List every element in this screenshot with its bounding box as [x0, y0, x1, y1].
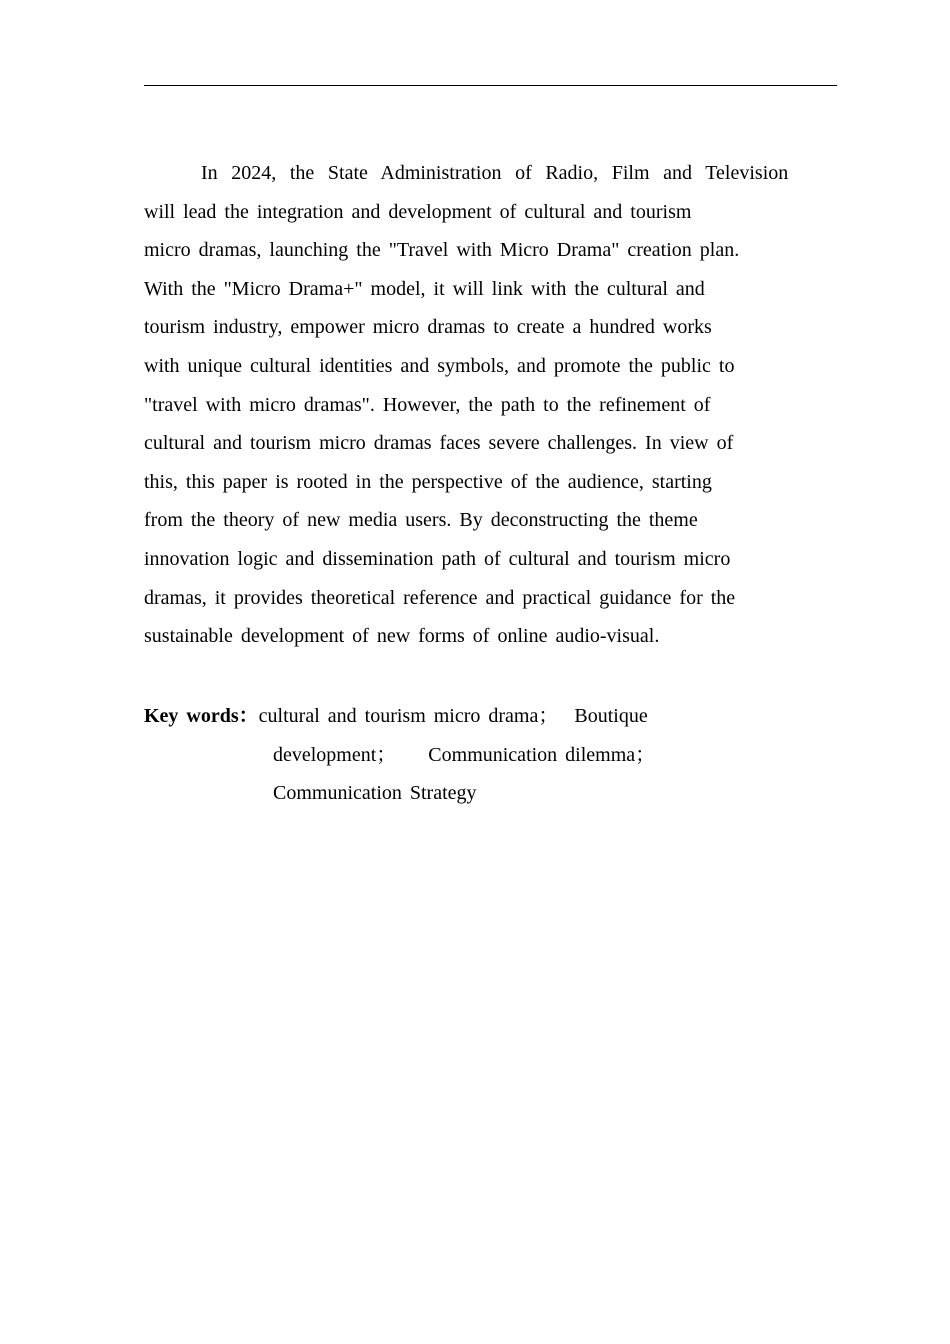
abstract-line: tourism industry, empower micro dramas to create a hundred works — [144, 316, 712, 339]
keywords-row — [144, 697, 834, 736]
keywords-label: Key words： — [144, 705, 259, 727]
abstract-line: with unique cultural identities and symbols, and promote the public to — [144, 354, 735, 377]
abstract-line: sustainable development of new forms of online audio-visual. — [144, 625, 660, 648]
abstract-line: this, this paper is rooted in the perspective of the audience, starting — [144, 470, 712, 493]
header-rule — [144, 85, 837, 86]
abstract-line: In 2024, the State Administration of Radio, Film and Television — [201, 162, 789, 184]
abstract-body — [144, 154, 834, 656]
keywords-line: cultural and tourism micro drama； Boutique — [258, 705, 648, 727]
keywords-line: development； Communication dilemma； — [273, 743, 656, 766]
keywords-row — [144, 736, 834, 775]
abstract-line: cultural and tourism micro dramas faces severe challenges. In view of — [144, 432, 734, 455]
abstract-line: from the theory of new media users. By deconstructing the theme — [144, 509, 698, 532]
abstract-line: will lead the integration and development of cultural and tourism — [144, 200, 692, 223]
keywords-line: Communication Strategy — [273, 782, 477, 805]
abstract-line: With the "Micro Drama+" model, it will link with the cultural and — [144, 277, 705, 300]
abstract-line: dramas, it provides theoretical reference and practical guidance for the — [144, 586, 736, 609]
keywords-row — [144, 774, 834, 813]
abstract-line: innovation logic and dissemination path of cultural and tourism micro — [144, 547, 731, 570]
keywords-section — [144, 697, 834, 813]
abstract-line: "travel with micro dramas". However, the path to the refinement of — [144, 393, 711, 416]
abstract-line: micro dramas, launching the "Travel with Micro Drama" creation plan. — [144, 239, 740, 262]
